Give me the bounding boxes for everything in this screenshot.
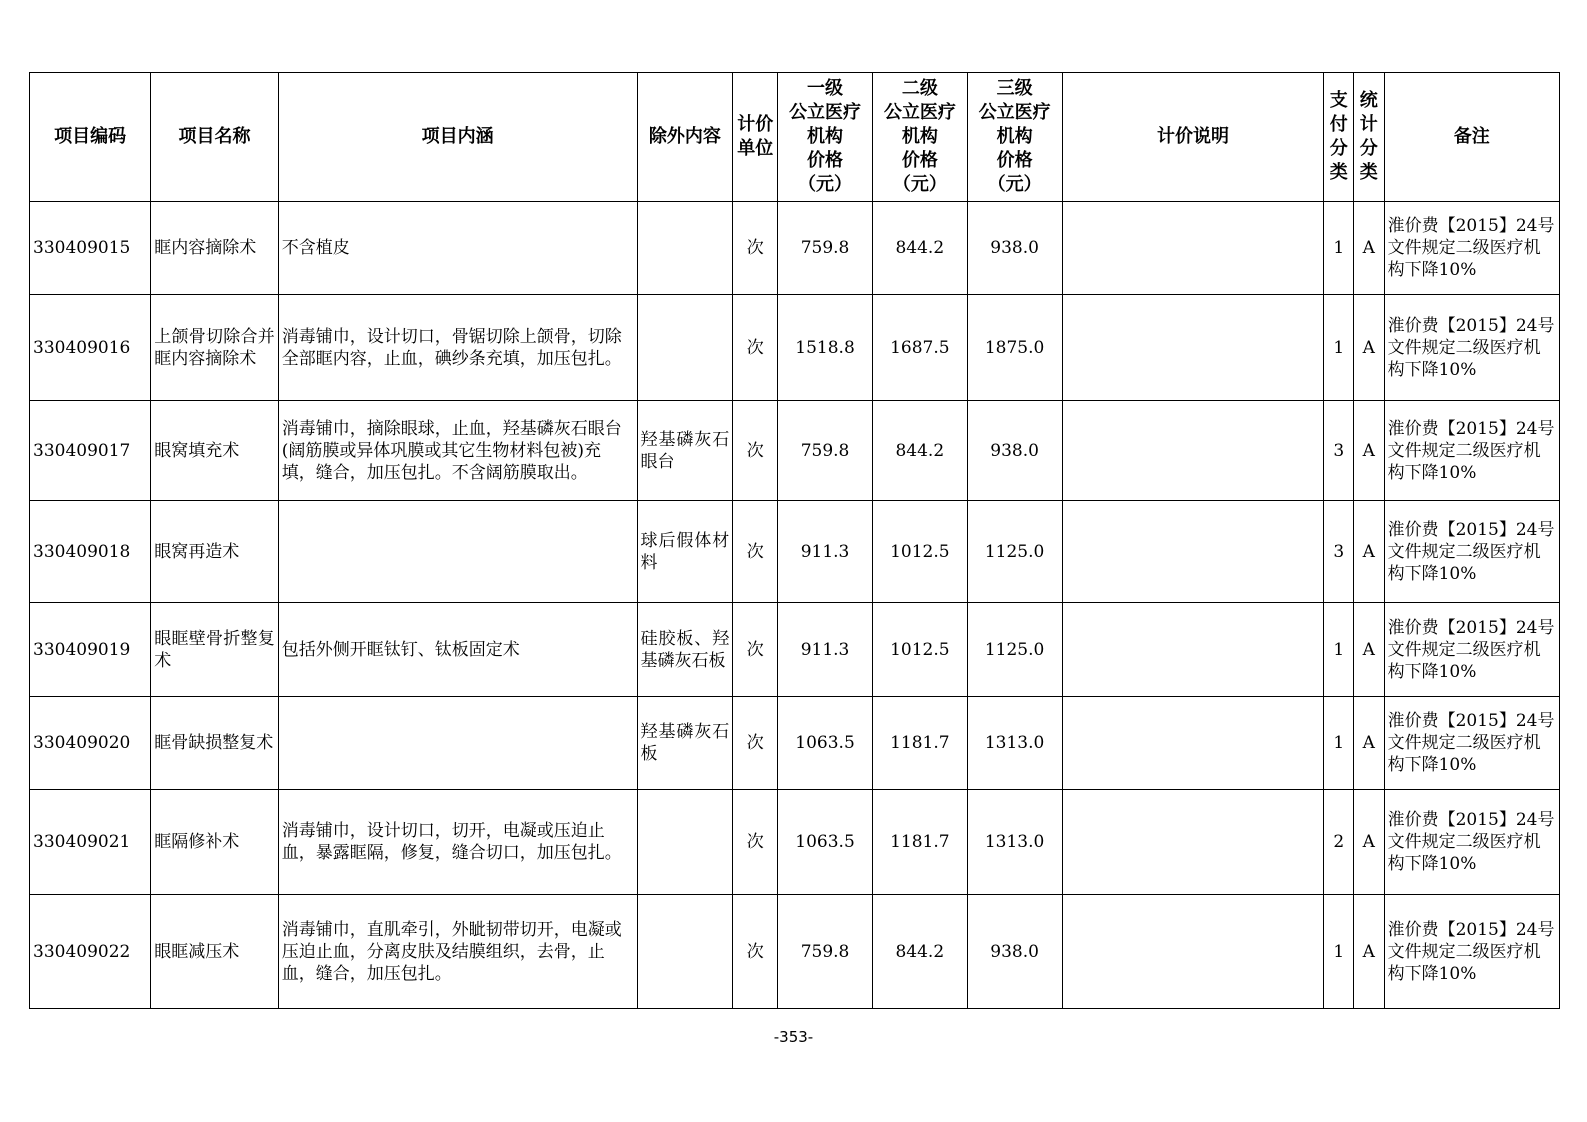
cell-unit: 次 bbox=[733, 895, 778, 1009]
cell-pricing-note bbox=[1062, 790, 1324, 895]
header-price2-line: （元） bbox=[892, 174, 947, 195]
cell-remark: 淮价费【2015】24号文件规定二级医疗机构下降10% bbox=[1384, 603, 1559, 697]
cell-price-level-2: 844.2 bbox=[872, 401, 967, 501]
cell-name: 上颌骨切除合并眶内容摘除术 bbox=[151, 295, 278, 401]
header-price1-line: 机构 bbox=[807, 126, 844, 147]
header-price1-line: 公立医疗 bbox=[789, 102, 862, 123]
cell-content: 消毒铺巾，设计切口，切开，电凝或压迫止血，暴露眶隔，修复，缝合切口，加压包扎。 bbox=[278, 790, 637, 895]
cell-pricing-note bbox=[1062, 603, 1324, 697]
header-price3-line: 三级 bbox=[996, 78, 1033, 99]
cell-statistic: A bbox=[1354, 295, 1385, 401]
cell-price-level-3: 1875.0 bbox=[967, 295, 1062, 401]
cell-content: 消毒铺巾，设计切口，骨锯切除上颌骨，切除全部眶内容，止血，碘纱条充填，加压包扎。 bbox=[278, 295, 637, 401]
cell-exclusion bbox=[637, 295, 733, 401]
cell-price-level-1: 1063.5 bbox=[778, 790, 873, 895]
cell-exclusion bbox=[637, 790, 733, 895]
header-price3-line: 价格 bbox=[996, 150, 1033, 171]
cell-name: 眶骨缺损整复术 bbox=[151, 697, 278, 790]
cell-payment: 2 bbox=[1324, 790, 1354, 895]
cell-code: 330409017 bbox=[30, 401, 151, 501]
cell-unit: 次 bbox=[733, 295, 778, 401]
cell-remark: 淮价费【2015】24号文件规定二级医疗机构下降10% bbox=[1384, 895, 1559, 1009]
table-row bbox=[30, 501, 1560, 603]
cell-code: 330409021 bbox=[30, 790, 151, 895]
cell-content bbox=[278, 501, 637, 603]
cell-price-level-1: 911.3 bbox=[778, 501, 873, 603]
table-body bbox=[30, 202, 1560, 1009]
header-unit: 计价单位 bbox=[733, 73, 778, 202]
table-row bbox=[30, 295, 1560, 401]
cell-pricing-note bbox=[1062, 697, 1324, 790]
header-exclusion: 除外内容 bbox=[637, 73, 733, 202]
cell-name: 眶隔修补术 bbox=[151, 790, 278, 895]
header-content: 项目内涵 bbox=[278, 73, 637, 202]
cell-payment: 3 bbox=[1324, 401, 1354, 501]
cell-exclusion bbox=[637, 202, 733, 295]
table-row bbox=[30, 790, 1560, 895]
cell-unit: 次 bbox=[733, 790, 778, 895]
cell-price-level-3: 938.0 bbox=[967, 895, 1062, 1009]
header-price3-line: 机构 bbox=[996, 126, 1033, 147]
header-price3-line: 公立医疗 bbox=[978, 102, 1051, 123]
cell-remark: 淮价费【2015】24号文件规定二级医疗机构下降10% bbox=[1384, 790, 1559, 895]
cell-payment: 1 bbox=[1324, 202, 1354, 295]
header-statistic: 统计分类 bbox=[1354, 73, 1385, 202]
cell-price-level-2: 1181.7 bbox=[872, 790, 967, 895]
header-remark: 备注 bbox=[1384, 73, 1559, 202]
cell-unit: 次 bbox=[733, 697, 778, 790]
cell-content: 包括外侧开眶钛钉、钛板固定术 bbox=[278, 603, 637, 697]
cell-unit: 次 bbox=[733, 501, 778, 603]
cell-statistic: A bbox=[1354, 697, 1385, 790]
cell-remark: 淮价费【2015】24号文件规定二级医疗机构下降10% bbox=[1384, 401, 1559, 501]
cell-payment: 3 bbox=[1324, 501, 1354, 603]
cell-price-level-3: 1125.0 bbox=[967, 501, 1062, 603]
cell-code: 330409018 bbox=[30, 501, 151, 603]
cell-exclusion: 羟基磷灰石眼台 bbox=[637, 401, 733, 501]
table-row bbox=[30, 202, 1560, 295]
cell-remark: 淮价费【2015】24号文件规定二级医疗机构下降10% bbox=[1384, 202, 1559, 295]
cell-price-level-1: 759.8 bbox=[778, 202, 873, 295]
cell-price-level-2: 1012.5 bbox=[872, 603, 967, 697]
cell-name: 眼窝填充术 bbox=[151, 401, 278, 501]
header-price1-line: 价格 bbox=[807, 150, 844, 171]
cell-exclusion: 硅胶板、羟基磷灰石板 bbox=[637, 603, 733, 697]
cell-unit: 次 bbox=[733, 401, 778, 501]
table-row bbox=[30, 895, 1560, 1009]
cell-content: 不含植皮 bbox=[278, 202, 637, 295]
cell-price-level-2: 844.2 bbox=[872, 202, 967, 295]
header-row bbox=[30, 73, 1560, 202]
cell-code: 330409022 bbox=[30, 895, 151, 1009]
cell-pricing-note bbox=[1062, 401, 1324, 501]
header-price2-line: 二级 bbox=[901, 78, 938, 99]
page-number: -353- bbox=[773, 1028, 814, 1046]
cell-price-level-1: 759.8 bbox=[778, 401, 873, 501]
cell-remark: 淮价费【2015】24号文件规定二级医疗机构下降10% bbox=[1384, 295, 1559, 401]
cell-exclusion: 羟基磷灰石板 bbox=[637, 697, 733, 790]
cell-statistic: A bbox=[1354, 202, 1385, 295]
cell-unit: 次 bbox=[733, 202, 778, 295]
cell-payment: 1 bbox=[1324, 895, 1354, 1009]
cell-price-level-2: 1687.5 bbox=[872, 295, 967, 401]
cell-price-level-3: 1313.0 bbox=[967, 697, 1062, 790]
cell-payment: 1 bbox=[1324, 697, 1354, 790]
header-price1-line: 一级 bbox=[807, 78, 844, 99]
cell-content: 消毒铺巾，直肌牵引，外眦韧带切开，电凝或压迫止血，分离皮肤及结膜组织，去骨，止血，缝合，加压包扎。 bbox=[278, 895, 637, 1009]
header-payment: 支付分类 bbox=[1324, 73, 1354, 202]
cell-price-level-2: 1012.5 bbox=[872, 501, 967, 603]
cell-price-level-2: 844.2 bbox=[872, 895, 967, 1009]
cell-statistic: A bbox=[1354, 603, 1385, 697]
cell-remark: 淮价费【2015】24号文件规定二级医疗机构下降10% bbox=[1384, 501, 1559, 603]
header-price-level-2 bbox=[872, 73, 967, 202]
cell-unit: 次 bbox=[733, 603, 778, 697]
cell-pricing-note bbox=[1062, 202, 1324, 295]
cell-code: 330409016 bbox=[30, 295, 151, 401]
cell-name: 眼窝再造术 bbox=[151, 501, 278, 603]
cell-code: 330409015 bbox=[30, 202, 151, 295]
header-pricing-note: 计价说明 bbox=[1062, 73, 1324, 202]
cell-statistic: A bbox=[1354, 401, 1385, 501]
cell-price-level-1: 1518.8 bbox=[778, 295, 873, 401]
cell-statistic: A bbox=[1354, 895, 1385, 1009]
cell-name: 眼眶减压术 bbox=[151, 895, 278, 1009]
cell-price-level-1: 1063.5 bbox=[778, 697, 873, 790]
cell-exclusion: 球后假体材料 bbox=[637, 501, 733, 603]
cell-payment: 1 bbox=[1324, 603, 1354, 697]
cell-price-level-3: 938.0 bbox=[967, 202, 1062, 295]
header-code: 项目编码 bbox=[30, 73, 151, 202]
header-price2-line: 公立医疗 bbox=[883, 102, 956, 123]
cell-pricing-note bbox=[1062, 295, 1324, 401]
cell-code: 330409020 bbox=[30, 697, 151, 790]
table-row bbox=[30, 697, 1560, 790]
price-table bbox=[29, 72, 1560, 1009]
cell-pricing-note bbox=[1062, 501, 1324, 603]
document-page bbox=[29, 72, 1560, 1009]
cell-remark: 淮价费【2015】24号文件规定二级医疗机构下降10% bbox=[1384, 697, 1559, 790]
cell-name: 眼眶壁骨折整复术 bbox=[151, 603, 278, 697]
cell-code: 330409019 bbox=[30, 603, 151, 697]
header-price-level-3 bbox=[967, 73, 1062, 202]
cell-price-level-1: 911.3 bbox=[778, 603, 873, 697]
cell-statistic: A bbox=[1354, 790, 1385, 895]
cell-statistic: A bbox=[1354, 501, 1385, 603]
cell-price-level-3: 1125.0 bbox=[967, 603, 1062, 697]
table-row bbox=[30, 401, 1560, 501]
cell-pricing-note bbox=[1062, 895, 1324, 1009]
cell-price-level-3: 1313.0 bbox=[967, 790, 1062, 895]
header-price1-line: （元） bbox=[798, 174, 853, 195]
cell-price-level-1: 759.8 bbox=[778, 895, 873, 1009]
header-name: 项目名称 bbox=[151, 73, 278, 202]
cell-price-level-2: 1181.7 bbox=[872, 697, 967, 790]
cell-name: 眶内容摘除术 bbox=[151, 202, 278, 295]
cell-exclusion bbox=[637, 895, 733, 1009]
cell-price-level-3: 938.0 bbox=[967, 401, 1062, 501]
cell-content bbox=[278, 697, 637, 790]
table-row bbox=[30, 603, 1560, 697]
cell-content: 消毒铺巾，摘除眼球，止血，羟基磷灰石眼台(阔筋膜或异体巩膜或其它生物材料包被)充填，缝合，加压包扎。不含阔筋膜取出。 bbox=[278, 401, 637, 501]
cell-payment: 1 bbox=[1324, 295, 1354, 401]
header-price2-line: 价格 bbox=[901, 150, 938, 171]
header-price2-line: 机构 bbox=[901, 126, 938, 147]
header-price3-line: （元） bbox=[987, 174, 1042, 195]
header-price-level-1 bbox=[778, 73, 873, 202]
